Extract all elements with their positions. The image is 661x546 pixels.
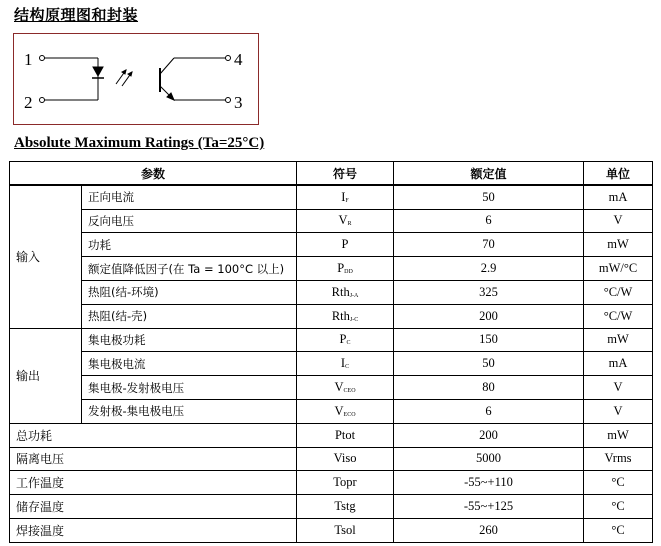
param-name: 集电极功耗 xyxy=(82,328,297,352)
param-value: -55~+110 xyxy=(394,471,584,495)
param-value: 50 xyxy=(394,185,584,209)
param-value: -55~+125 xyxy=(394,495,584,519)
ratings-table xyxy=(9,161,653,543)
param-name: 热阻(结-壳) xyxy=(82,304,297,328)
param-unit: mW xyxy=(584,233,653,257)
group-input: 输入 xyxy=(10,185,82,328)
param-value: 200 xyxy=(394,423,584,447)
param-symbol: P xyxy=(297,233,394,257)
param-value: 150 xyxy=(394,328,584,352)
param-value: 50 xyxy=(394,352,584,376)
pin-3-label: 3 xyxy=(234,93,243,112)
pin-2-label: 2 xyxy=(24,93,33,112)
header-symbol: 符号 xyxy=(297,162,394,186)
param-value: 6 xyxy=(394,399,584,423)
param-symbol: Tstg xyxy=(297,495,394,519)
table-row xyxy=(10,233,653,257)
header-parameter: 参数 xyxy=(10,162,297,186)
pin-4-label: 4 xyxy=(234,50,243,69)
param-symbol: $I_F$ xyxy=(297,185,394,209)
header-unit: 单位 xyxy=(584,162,653,186)
table-row xyxy=(10,185,653,209)
schematic-drawing xyxy=(14,34,258,124)
table-row xyxy=(10,280,653,304)
param-unit: °C/W xyxy=(584,304,653,328)
table-row xyxy=(10,423,653,447)
param-value: 260 xyxy=(394,518,584,542)
param-name: 发射极-集电极电压 xyxy=(82,399,297,423)
param-unit: mA xyxy=(584,352,653,376)
table-row xyxy=(10,328,653,352)
param-symbol: Rth$_{J-A}$ xyxy=(297,280,394,304)
param-value: 325 xyxy=(394,280,584,304)
param-unit: °C/W xyxy=(584,280,653,304)
param-value: 6 xyxy=(394,209,584,233)
param-symbol: $I_C$ xyxy=(297,352,394,376)
param-name: 焊接温度 xyxy=(10,518,297,542)
param-unit: mW xyxy=(584,328,653,352)
param-unit: mW xyxy=(584,423,653,447)
param-value: 5000 xyxy=(394,447,584,471)
param-value: 80 xyxy=(394,376,584,400)
param-symbol: Topr xyxy=(297,471,394,495)
param-symbol: Viso xyxy=(297,447,394,471)
table-row xyxy=(10,447,653,471)
table-row xyxy=(10,518,653,542)
param-name: 正向电流 xyxy=(82,185,297,209)
param-name: 工作温度 xyxy=(10,471,297,495)
param-name: 热阻(结-环境) xyxy=(82,280,297,304)
param-name: 集电极电流 xyxy=(82,352,297,376)
param-symbol: $P_{DD}$ xyxy=(297,257,394,281)
table-row xyxy=(10,471,653,495)
param-symbol: Rth$_{J-C}$ xyxy=(297,304,394,328)
param-symbol: Ptot xyxy=(297,423,394,447)
group-output: 输出 xyxy=(10,328,82,423)
param-symbol: Tsol xyxy=(297,518,394,542)
param-unit: mW/°C xyxy=(584,257,653,281)
param-name: 功耗 xyxy=(82,233,297,257)
table-row xyxy=(10,209,653,233)
param-name: 储存温度 xyxy=(10,495,297,519)
param-unit: mA xyxy=(584,185,653,209)
ratings-heading: Absolute Maximum Ratings (Ta=25°C) xyxy=(14,135,265,151)
table-row xyxy=(10,399,653,423)
param-name: 反向电压 xyxy=(82,209,297,233)
structure-heading: 结构原理图和封装 xyxy=(14,6,139,24)
table-header-row xyxy=(10,162,653,186)
param-unit: °C xyxy=(584,471,653,495)
table-row xyxy=(10,495,653,519)
param-unit: V xyxy=(584,209,653,233)
param-value: 200 xyxy=(394,304,584,328)
table-row xyxy=(10,376,653,400)
pin-1-label: 1 xyxy=(24,50,33,69)
table-row xyxy=(10,304,653,328)
param-value: 2.9 xyxy=(394,257,584,281)
param-unit: Vrms xyxy=(584,447,653,471)
header-rating: 额定值 xyxy=(394,162,584,186)
param-symbol: $P_C$ xyxy=(297,328,394,352)
table-row xyxy=(10,352,653,376)
param-unit: °C xyxy=(584,518,653,542)
param-unit: °C xyxy=(584,495,653,519)
param-unit: V xyxy=(584,376,653,400)
param-name: 额定值降低因子(在 Ta = 100°C 以上) xyxy=(82,257,297,281)
param-symbol: $V_{CEO}$ xyxy=(297,376,394,400)
param-unit: V xyxy=(584,399,653,423)
param-name: 总功耗 xyxy=(10,423,297,447)
param-value: 70 xyxy=(394,233,584,257)
optocoupler-schematic xyxy=(13,33,259,125)
param-symbol: $V_{ECO}$ xyxy=(297,399,394,423)
param-name: 集电极-发射极电压 xyxy=(82,376,297,400)
param-name: 隔离电压 xyxy=(10,447,297,471)
param-symbol: $V_R$ xyxy=(297,209,394,233)
table-row xyxy=(10,257,653,281)
